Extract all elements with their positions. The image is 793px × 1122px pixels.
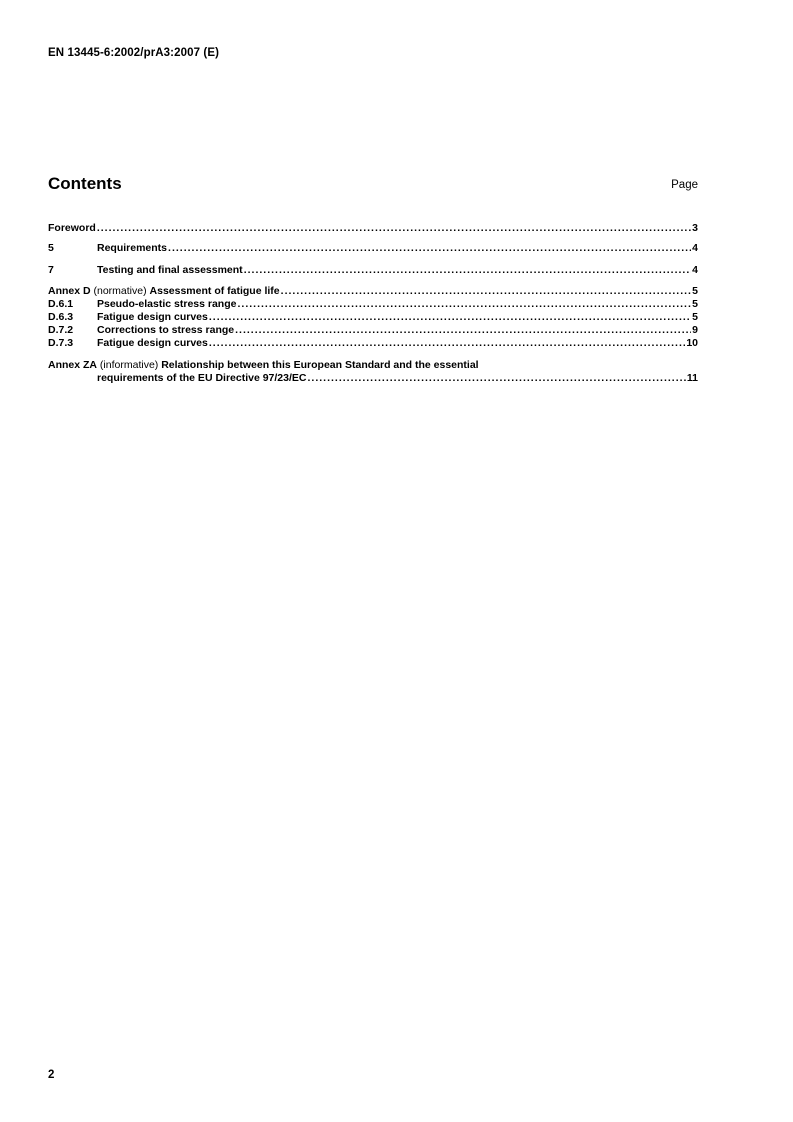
toc-entry-page: 5 <box>692 298 698 310</box>
annex-prefix: Annex ZA <box>48 359 98 371</box>
toc-entry-page: 4 <box>692 242 698 254</box>
toc-entry-testing[interactable] <box>48 264 698 277</box>
annex-title-line-1: Relationship between this European Standard and the essential <box>161 359 479 371</box>
toc-entry-page: 11 <box>686 372 698 384</box>
annex-prefix: Annex D <box>48 285 91 297</box>
annex-qualifier: (normative) <box>90 285 150 297</box>
dot-leader <box>209 311 691 324</box>
page-column-label: Page <box>671 179 698 191</box>
toc-entry-title: Fatigue design curves <box>97 337 208 349</box>
toc-entry-title <box>48 285 280 298</box>
toc-entry-number: D.6.1 <box>48 298 74 310</box>
dot-leader <box>308 372 686 385</box>
annex-qualifier: (informative) <box>97 359 162 371</box>
dot-leader <box>209 337 685 350</box>
contents-heading: Contents <box>48 174 122 193</box>
annex-title: Assessment of fatigue life <box>149 285 280 297</box>
toc-entry-title: Foreword <box>48 222 96 234</box>
toc-entry-annex-za[interactable] <box>48 359 698 385</box>
dot-leader <box>281 285 692 298</box>
document-identifier: EN 13445-6:2002/prA3:2007 (E) <box>48 47 220 59</box>
toc-entry-requirements[interactable] <box>48 242 698 255</box>
annex-title-line-2: requirements of the EU Directive 97/23/EC <box>97 372 307 384</box>
toc-entry-page: 9 <box>692 324 698 336</box>
toc-entry-d72[interactable] <box>48 324 698 337</box>
dot-leader <box>235 324 691 337</box>
toc-entry-number: 7 <box>48 264 54 276</box>
toc-entry-title: Testing and final assessment <box>97 264 243 276</box>
dot-leader <box>237 298 691 311</box>
toc-entry-page: 5 <box>692 311 698 323</box>
page-number: 2 <box>48 1069 55 1081</box>
toc-entry-title: Pseudo-elastic stress range <box>97 298 237 310</box>
toc-entry-number: D.7.3 <box>48 337 74 349</box>
dot-leader <box>244 264 691 277</box>
toc-entry-page: 5 <box>692 285 698 297</box>
toc-entry-foreword[interactable] <box>48 222 698 235</box>
toc-entry-d73[interactable] <box>48 337 698 350</box>
toc-entry-number: D.6.3 <box>48 311 74 323</box>
toc-entry-title-line-1 <box>48 359 698 372</box>
toc-entry-number: D.7.2 <box>48 324 74 336</box>
toc-entry-d63[interactable] <box>48 311 698 324</box>
dot-leader <box>168 242 691 255</box>
toc-entry-page: 4 <box>692 264 698 276</box>
toc-entry-title: Requirements <box>97 242 168 254</box>
toc-entry-d61[interactable] <box>48 298 698 311</box>
toc-entry-page: 3 <box>692 222 698 234</box>
dot-leader <box>97 222 691 235</box>
table-of-contents <box>48 222 698 385</box>
toc-entry-title-line-2 <box>48 372 698 385</box>
toc-entry-title: Corrections to stress range <box>97 324 235 336</box>
toc-entry-title: Fatigue design curves <box>97 311 208 323</box>
toc-entry-annex-d[interactable] <box>48 285 698 298</box>
toc-entry-page: 10 <box>686 337 698 349</box>
toc-entry-number: 5 <box>48 242 54 254</box>
